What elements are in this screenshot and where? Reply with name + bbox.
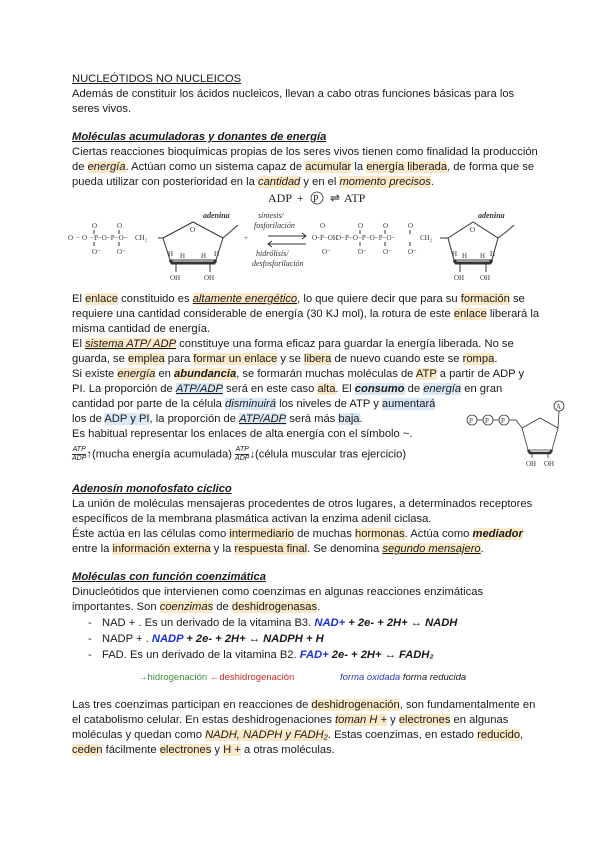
list-item: - NAD + . Es un derivado de la vitamina B3. NAD+ + 2e- + 2H+ ↔ NADH (88, 617, 458, 629)
svg-text:H: H (462, 252, 468, 260)
svg-text:P: P (485, 417, 489, 425)
svg-text:O: O (408, 222, 414, 230)
svg-text:O⁻: O⁻ (92, 248, 101, 256)
legend-line (138, 670, 294, 685)
svg-text:OH: OH (204, 274, 215, 282)
legend-oxidized: forma oxidada (340, 672, 401, 683)
svg-text:P: P (501, 417, 505, 425)
svg-text:H: H (490, 250, 496, 258)
svg-text:−P−OH: −P−OH (316, 234, 338, 242)
list-item: - FAD. Es un derivado de la vitamina B2. FAD+ 2e- + 2H+ ↔ FADH₂ (88, 649, 434, 661)
svg-text:P: P (469, 417, 473, 425)
section-heading: Moléculas acumuladoras y donantes de energía (72, 131, 327, 143)
paragraph-line: La unión de moléculas mensajeras procedentes de otros lugares, a determinados receptores (72, 498, 533, 510)
svg-text:H: H (214, 250, 220, 258)
equation-adp: ADP (268, 191, 293, 205)
paragraph-line: requiere una cantidad considerable de energía (30 KJ mol), la rotura de este enlace liberará la (72, 308, 540, 320)
svg-text:O: O (470, 226, 476, 234)
paragraph-line: entre la información externa y la respuesta final. Se denomina segundo mensajero. (72, 543, 484, 555)
section-heading: Moléculas con función coenzimática (72, 571, 266, 583)
atp-structure-small-figure (458, 398, 578, 470)
svg-text:O: O (190, 226, 196, 234)
svg-text:OH: OH (170, 274, 181, 282)
svg-text:+: + (297, 191, 304, 205)
svg-text:OH: OH (454, 274, 465, 282)
ratio-fraction: $\frac{\text{ATP}}{\text{ADP}}$ (72, 446, 87, 462)
intro-line: seres vivos. (72, 103, 132, 115)
adenina-label-left: adenina (203, 211, 230, 220)
svg-text:OH: OH (526, 460, 537, 468)
paragraph-line: El sistema ATP/ ADP constituye una forma eficaz para guardar la energía liberada. No se (72, 338, 514, 350)
svg-text:O−P−O−P−O−P−O−: O−P−O−P−O−P−O− (336, 234, 396, 242)
paragraph-line: Es habitual representar los enlaces de alta energía con el símbolo ~. (72, 428, 413, 440)
paragraph-line: específicos de la membrana plasmática activan la enzima adenil ciclasa. (72, 513, 432, 525)
paragraph-line: el catabolismo celular. En estas deshidrogenaciones toman H + y electrones en algunas (72, 714, 509, 726)
paragraph-line: ceden fácilmente electrones y H + a otras moléculas. (72, 744, 335, 756)
adenina-label-right: adenina (478, 211, 505, 220)
paragraph-line: Dinucleótidos que intervienen como coenzimas en algunas reacciones enzimáticas (72, 586, 484, 598)
svg-text:−: − (76, 234, 80, 242)
svg-text:O⁻: O⁻ (383, 248, 392, 256)
svg-text:H: H (180, 252, 186, 260)
atp-adp-ratio-line: $\frac{\text{ATP}}{\text{ADP}}$ ↑(mucha energía acumulada) $\frac{\text{ATP}}{\text{ADP}}$ ↓(célula muscular tras ejercicio) (72, 446, 407, 462)
section-heading: Adenosín monofosfato cíclico (72, 483, 232, 495)
paragraph-line: los de ADP y PI, la proporción de ATP/ADP será más baja. (72, 413, 363, 425)
svg-text:O⁻: O⁻ (358, 248, 367, 256)
svg-text:+: + (244, 234, 248, 242)
svg-text:OH: OH (544, 460, 555, 468)
svg-text:O: O (82, 234, 88, 242)
svg-text:−P−O−P−O−: −P−O−P−O− (90, 234, 128, 242)
atp-adp-figure (68, 190, 528, 290)
equation-atp: ATP (344, 191, 366, 205)
paragraph-line: moléculas y quedan como NADH, NADPH y FADH₂. Estas coenzimas, en estado reducido, (72, 729, 524, 741)
list-item: - NADP + . NADP + 2e- + 2H+ ↔ NADPH + H (88, 633, 324, 645)
paragraph-line: de energía. Actúan como un sistema capaz de acumular la energía liberada, de forma que se (72, 161, 535, 173)
intro-line: Además de constituir los ácidos nucleicos, llevan a cabo otras funciones básicas para los (72, 88, 515, 100)
svg-text:O⁻: O⁻ (117, 248, 126, 256)
legend-dehydrogenation: ←deshidrogenación (209, 672, 295, 683)
paragraph-line: cantidad por parte de la célula disminuirá los niveles de ATP y aumentará (72, 398, 436, 410)
svg-text:O⁻: O⁻ (408, 248, 417, 256)
svg-text:H: H (452, 250, 458, 258)
hydrolysis-label: hidrólisis/ (256, 249, 289, 258)
paragraph-line: Si existe energía en abundancia, se formarán muchas moléculas de ATP a partir de ADP y (72, 368, 525, 380)
paragraph-line: misma cantidad de energía. (72, 323, 211, 335)
svg-text:CH₂: CH₂ (420, 234, 433, 242)
paragraph-line: Las tres coenzimas participan en reacciones de deshidrogenación, son fundamentalmente en (72, 699, 536, 711)
paragraph-line: El enlace constituido es altamente energético, lo que quiere decir que para su formación se (72, 293, 525, 305)
paragraph-line: PI. La proporción de ATP/ADP será en este caso alta. El consumo de energía en gran (72, 383, 503, 395)
legend-hydrogenation: →hidrogenación (138, 672, 210, 683)
svg-text:O: O (358, 222, 364, 230)
paragraph-line: Ciertas reacciones bioquímicas propias de los seres vivos tienen como finalidad la producción (72, 146, 538, 158)
svg-text:CH₂: CH₂ (135, 234, 148, 242)
svg-text:O: O (68, 234, 74, 242)
svg-text:desfosforilación: desfosforilación (252, 259, 304, 268)
page-title: NUCLEÓTIDOS NO NUCLEICOS (72, 73, 242, 85)
svg-text:O⁻: O⁻ (322, 248, 331, 256)
legend-line (340, 670, 466, 685)
svg-text:H: H (168, 250, 174, 258)
legend-reduced: forma reducida (400, 672, 467, 683)
svg-text:A: A (556, 403, 562, 411)
paragraph-line: pueda utilizar con posterioridad en la cantidad y en el momento precisos. (72, 176, 434, 188)
paragraph-line: importantes. Son coenzimas de deshidrogenasas. (72, 601, 321, 613)
svg-text:O: O (383, 222, 389, 230)
paragraph-line: Éste actúa en las células como intermediario de muchas hormonas. Actúa como mediador (72, 528, 523, 540)
svg-text:H: H (201, 252, 207, 260)
svg-text:⇌: ⇌ (330, 191, 341, 205)
svg-text:O: O (320, 222, 326, 230)
svg-text:OH: OH (480, 274, 491, 282)
svg-text:O: O (117, 222, 123, 230)
synthesis-label: síntesis/ (258, 211, 284, 220)
svg-text:O: O (92, 222, 98, 230)
svg-text:H: H (480, 252, 486, 260)
svg-text:O: O (312, 234, 318, 242)
paragraph-line: guarda, se emplea para formar un enlace y se libera de nuevo cuando este se rompa. (72, 353, 498, 365)
ratio-fraction: $\frac{\text{ATP}}{\text{ADP}}$ (235, 446, 250, 462)
phosphate-symbol: P (313, 194, 319, 205)
svg-text:fosforilación: fosforilación (254, 221, 295, 230)
